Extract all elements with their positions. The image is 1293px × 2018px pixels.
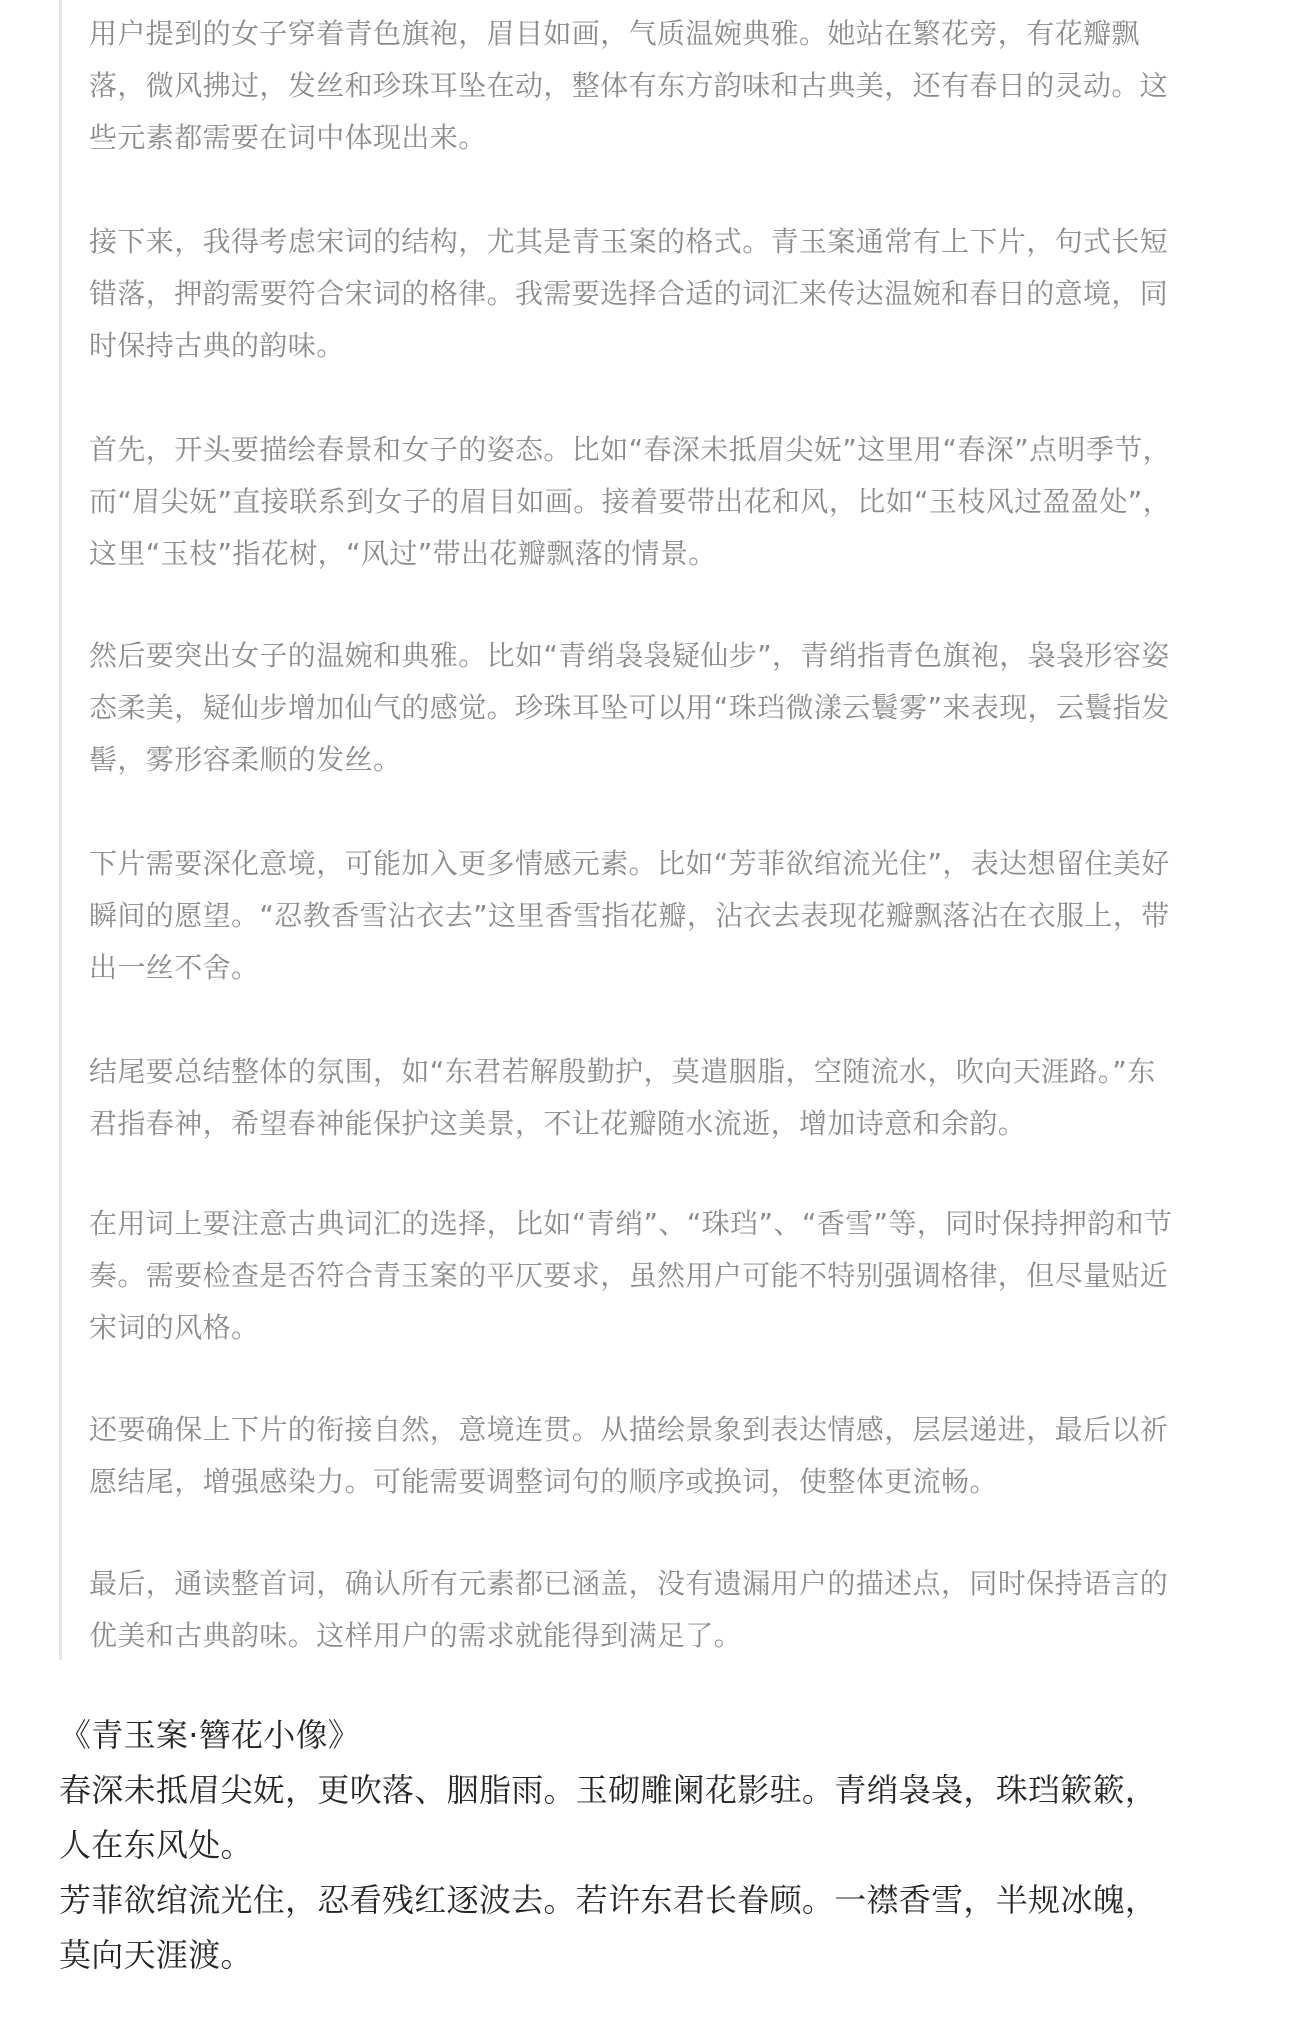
thinking-paragraph-6 xyxy=(89,1046,1284,1150)
thinking-paragraph-2 xyxy=(89,216,1284,372)
thinking-line: 首先，开头要描绘春景和女子的姿态。比如“春深未抵眉尖妩”这里用“春深”点明季节， xyxy=(89,433,1172,466)
poem-line: 春深未抵眉尖妩，更吹落、胭脂雨。玉砌雕阑花影驻。青绡袅袅，珠珰簌簌， xyxy=(59,1771,1158,1809)
thinking-line: 结尾要总结整体的氛围，如“东君若解殷勤护，莫遣胭脂，空随流水，吹向天涯路。”东 xyxy=(89,1055,1156,1088)
thinking-line: 下片需要深化意境，可能加入更多情感元素。比如“芳菲欲绾流光住”，表达想留住美好 xyxy=(89,847,1170,880)
thinking-line: 奏。需要检查是否符合青玉案的平仄要求，虽然用户可能不特别强调格律，但尽量贴近 xyxy=(89,1259,1169,1292)
thinking-paragraph-1 xyxy=(89,8,1284,164)
thinking-line: 最后，通读整首词，确认所有元素都已涵盖，没有遗漏用户的描述点，同时保持语言的 xyxy=(89,1567,1169,1600)
poem-line: 芳菲欲绾流光住，忍看残红逐波去。若许东君长眷顾。一襟香雪，半规冰魄， xyxy=(59,1881,1158,1919)
thinking-line: 宋词的风格。 xyxy=(89,1311,260,1344)
answer-block xyxy=(59,1708,1284,1983)
thinking-line: 髻，雾形容柔顺的发丝。 xyxy=(89,743,402,776)
thinking-paragraph-8 xyxy=(89,1404,1284,1508)
thinking-line: 时保持古典的韵味。 xyxy=(89,329,345,362)
thinking-paragraph-3 xyxy=(89,424,1284,580)
thinking-paragraph-7 xyxy=(89,1198,1284,1354)
thinking-line: 而“眉尖妩”直接联系到女子的眉目如画。接着要带出花和风，比如“玉枝风过盈盈处”， xyxy=(89,485,1172,518)
thinking-paragraph-4 xyxy=(89,630,1284,786)
thinking-line: 错落，押韵需要符合宋词的格律。我需要选择合适的词汇来传达温婉和春日的意境，同 xyxy=(89,277,1169,310)
thinking-line: 些元素都需要在词中体现出来。 xyxy=(89,121,487,154)
thinking-line: 然后要突出女子的温婉和典雅。比如“青绡袅袅疑仙步”，青绡指青色旗袍，袅袅形容姿 xyxy=(89,639,1170,672)
thinking-line: 接下来，我得考虑宋词的结构，尤其是青玉案的格式。青玉案通常有上下片，句式长短 xyxy=(89,225,1169,258)
poem-title: 《青玉案·簪花小像》 xyxy=(59,1716,361,1754)
thinking-line: 愿结尾，增强感染力。可能需要调整词句的顺序或换词，使整体更流畅。 xyxy=(89,1465,998,1498)
thinking-line: 优美和古典韵味。这样用户的需求就能得到满足了。 xyxy=(89,1619,743,1652)
thinking-block xyxy=(59,0,1293,1660)
poem-line: 莫向天涯渡。 xyxy=(59,1936,253,1974)
thinking-line: 瞬间的愿望。“忍教香雪沾衣去”这里香雪指花瓣，沾衣去表现花瓣飘落沾在衣服上，带 xyxy=(89,899,1170,932)
thinking-line: 用户提到的女子穿着青色旗袍，眉目如画，气质温婉典雅。她站在繁花旁，有花瓣飘 xyxy=(89,17,1140,50)
thinking-paragraph-5 xyxy=(89,838,1284,994)
poem-line: 人在东风处。 xyxy=(59,1826,253,1864)
thinking-line: 态柔美，疑仙步增加仙气的感觉。珍珠耳坠可以用“珠珰微漾云鬟雾”来表现，云鬟指发 xyxy=(89,691,1170,724)
thinking-line: 还要确保上下片的衔接自然，意境连贯。从描绘景象到表达情感，层层递进，最后以祈 xyxy=(89,1413,1169,1446)
thinking-line: 出一丝不舍。 xyxy=(89,951,260,984)
thinking-paragraph-9 xyxy=(89,1558,1284,1662)
thinking-line: 落，微风拂过，发丝和珍珠耳坠在动，整体有东方韵味和古典美，还有春日的灵动。这 xyxy=(89,69,1169,102)
thinking-line: 这里“玉枝”指花树，“风过”带出花瓣飘落的情景。 xyxy=(89,537,717,570)
thinking-line: 在用词上要注意古典词汇的选择，比如“青绡”、“珠珰”、“香雪”等，同时保持押韵和节 xyxy=(89,1207,1173,1240)
thinking-line: 君指春神，希望春神能保护这美景，不让花瓣随水流逝，增加诗意和余韵。 xyxy=(89,1107,1027,1140)
